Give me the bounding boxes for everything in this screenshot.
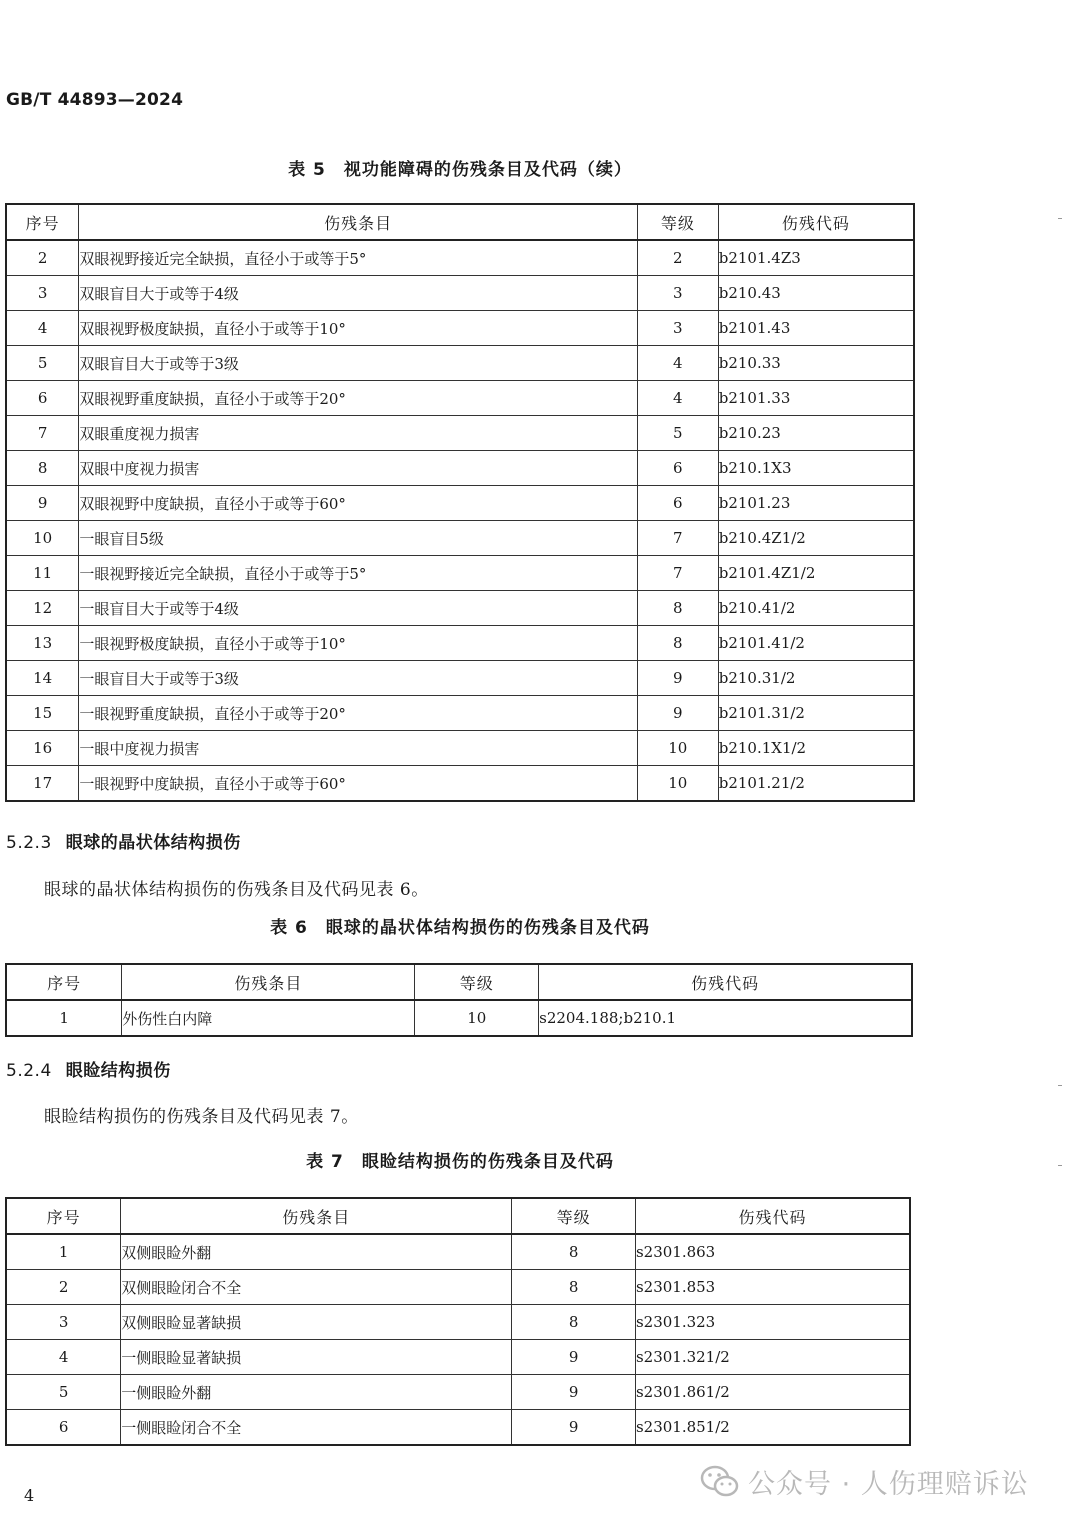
cell-index: 5 xyxy=(6,1375,121,1410)
cell-item: 双眼视野重度缺损，直径小于或等于20° xyxy=(79,381,638,416)
col-header-code: 伤残代码 xyxy=(635,1198,910,1234)
cell-code: s2301.323 xyxy=(635,1305,910,1340)
cell-index: 13 xyxy=(6,626,79,661)
cell-code: b2101.21/2 xyxy=(718,766,914,802)
table-row xyxy=(6,451,914,486)
table-row xyxy=(6,626,914,661)
cell-item: 双侧眼睑显著缺损 xyxy=(121,1305,512,1340)
scan-mark xyxy=(1058,1085,1062,1086)
cell-index: 3 xyxy=(6,1305,121,1340)
cell-grade: 4 xyxy=(637,346,718,381)
cell-index: 3 xyxy=(6,276,79,311)
cell-item: 一眼视野重度缺损，直径小于或等于20° xyxy=(79,696,638,731)
cell-item: 一眼视野极度缺损，直径小于或等于10° xyxy=(79,626,638,661)
cell-code: b210.4Z1/2 xyxy=(718,521,914,556)
cell-grade: 8 xyxy=(512,1305,636,1340)
col-header-item: 伤残条目 xyxy=(79,204,638,240)
cell-grade: 8 xyxy=(512,1270,636,1305)
table-row xyxy=(6,1000,912,1036)
cell-grade: 9 xyxy=(512,1375,636,1410)
cell-code: b2101.4Z1/2 xyxy=(718,556,914,591)
table-row xyxy=(6,1340,910,1375)
cell-grade: 10 xyxy=(637,731,718,766)
section-number: 5.2.3 xyxy=(6,833,52,853)
scan-mark xyxy=(1058,1165,1062,1166)
cell-item: 双眼视野极度缺损，直径小于或等于10° xyxy=(79,311,638,346)
section-text-5-2-3: 眼球的晶状体结构损伤的伤残条目及代码见表 6。 xyxy=(44,880,429,900)
cell-grade: 7 xyxy=(637,556,718,591)
cell-item: 一眼盲目大于或等于3级 xyxy=(79,661,638,696)
cell-item: 双侧眼睑闭合不全 xyxy=(121,1270,512,1305)
table-row xyxy=(6,661,914,696)
cell-index: 7 xyxy=(6,416,79,451)
cell-code: s2301.851/2 xyxy=(635,1410,910,1446)
cell-index: 14 xyxy=(6,661,79,696)
cell-grade: 5 xyxy=(637,416,718,451)
cell-grade: 9 xyxy=(637,696,718,731)
cell-item: 双眼视野接近完全缺损，直径小于或等于5° xyxy=(79,240,638,276)
cell-code: s2301.853 xyxy=(635,1270,910,1305)
scan-mark xyxy=(1058,218,1062,219)
table-row xyxy=(6,1410,910,1446)
cell-grade: 6 xyxy=(637,451,718,486)
table-row xyxy=(6,1270,910,1305)
table-header-row xyxy=(6,1198,910,1234)
section-number: 5.2.4 xyxy=(6,1061,52,1081)
col-header-code: 伤残代码 xyxy=(539,964,912,1000)
cell-index: 6 xyxy=(6,1410,121,1446)
cell-item: 一眼视野接近完全缺损，直径小于或等于5° xyxy=(79,556,638,591)
cell-index: 8 xyxy=(6,451,79,486)
cell-grade: 7 xyxy=(637,521,718,556)
cell-item: 一眼中度视力损害 xyxy=(79,731,638,766)
table-header-row xyxy=(6,204,914,240)
cell-code: b2101.31/2 xyxy=(718,696,914,731)
table-row xyxy=(6,1375,910,1410)
col-header-index: 序号 xyxy=(6,204,79,240)
cell-grade: 6 xyxy=(637,486,718,521)
cell-item: 一眼视野中度缺损，直径小于或等于60° xyxy=(79,766,638,802)
table-row xyxy=(6,276,914,311)
cell-index: 2 xyxy=(6,1270,121,1305)
watermark xyxy=(700,1462,1029,1501)
cell-index: 4 xyxy=(6,311,79,346)
cell-index: 1 xyxy=(6,1000,122,1036)
cell-code: b2101.41/2 xyxy=(718,626,914,661)
col-header-item: 伤残条目 xyxy=(121,1198,512,1234)
cell-code: s2301.861/2 xyxy=(635,1375,910,1410)
cell-item: 一侧眼睑显著缺损 xyxy=(121,1340,512,1375)
cell-code: b210.1X1/2 xyxy=(718,731,914,766)
table-row xyxy=(6,556,914,591)
cell-item: 双眼盲目大于或等于3级 xyxy=(79,346,638,381)
watermark-text: 公众号 · 人伤理赔诉讼 xyxy=(748,1469,1029,1500)
wechat-icon xyxy=(700,1465,740,1499)
col-header-grade: 等级 xyxy=(415,964,539,1000)
col-header-index: 序号 xyxy=(6,1198,121,1234)
table-row xyxy=(6,486,914,521)
cell-index: 15 xyxy=(6,696,79,731)
cell-item: 外伤性白内障 xyxy=(122,1000,415,1036)
cell-index: 1 xyxy=(6,1234,121,1270)
col-header-grade: 等级 xyxy=(512,1198,636,1234)
cell-item: 一侧眼睑外翻 xyxy=(121,1375,512,1410)
table-row xyxy=(6,521,914,556)
table-row xyxy=(6,731,914,766)
cell-code: b2101.23 xyxy=(718,486,914,521)
cell-grade: 8 xyxy=(512,1234,636,1270)
cell-index: 16 xyxy=(6,731,79,766)
cell-item: 一眼盲目5级 xyxy=(79,521,638,556)
page-number: 4 xyxy=(24,1486,35,1505)
table5 xyxy=(5,203,915,802)
table7 xyxy=(5,1197,911,1446)
cell-item: 一侧眼睑闭合不全 xyxy=(121,1410,512,1446)
col-header-item: 伤残条目 xyxy=(122,964,415,1000)
table-row xyxy=(6,1234,910,1270)
col-header-grade: 等级 xyxy=(637,204,718,240)
cell-code: s2301.863 xyxy=(635,1234,910,1270)
cell-grade: 9 xyxy=(637,661,718,696)
cell-index: 11 xyxy=(6,556,79,591)
cell-grade: 3 xyxy=(637,276,718,311)
cell-code: b210.23 xyxy=(718,416,914,451)
table-row xyxy=(6,1305,910,1340)
cell-grade: 9 xyxy=(512,1340,636,1375)
table-row xyxy=(6,416,914,451)
cell-index: 4 xyxy=(6,1340,121,1375)
cell-item: 双眼中度视力损害 xyxy=(79,451,638,486)
cell-index: 5 xyxy=(6,346,79,381)
cell-grade: 8 xyxy=(637,626,718,661)
table-row xyxy=(6,591,914,626)
cell-code: b210.41/2 xyxy=(718,591,914,626)
table-row xyxy=(6,381,914,416)
cell-index: 10 xyxy=(6,521,79,556)
table-row xyxy=(6,346,914,381)
cell-grade: 9 xyxy=(512,1410,636,1446)
cell-grade: 10 xyxy=(637,766,718,802)
table-row xyxy=(6,766,914,802)
cell-code: s2301.321/2 xyxy=(635,1340,910,1375)
cell-item: 双侧眼睑外翻 xyxy=(121,1234,512,1270)
cell-grade: 8 xyxy=(637,591,718,626)
cell-index: 12 xyxy=(6,591,79,626)
cell-item: 一眼盲目大于或等于4级 xyxy=(79,591,638,626)
cell-index: 9 xyxy=(6,486,79,521)
table-row xyxy=(6,311,914,346)
standard-code: GB/T 44893—2024 xyxy=(6,90,184,110)
cell-code: b2101.43 xyxy=(718,311,914,346)
cell-grade: 10 xyxy=(415,1000,539,1036)
table7-title: 表 7 眼睑结构损伤的伤残条目及代码 xyxy=(306,1152,614,1172)
cell-code: b210.43 xyxy=(718,276,914,311)
cell-code: b210.31/2 xyxy=(718,661,914,696)
cell-code: b210.33 xyxy=(718,346,914,381)
section-heading-5-2-4 xyxy=(6,1056,171,1081)
cell-index: 17 xyxy=(6,766,79,802)
cell-item: 双眼重度视力损害 xyxy=(79,416,638,451)
table-header-row xyxy=(6,964,912,1000)
cell-item: 双眼盲目大于或等于4级 xyxy=(79,276,638,311)
table-row xyxy=(6,240,914,276)
section-title: 眼睑结构损伤 xyxy=(65,1061,171,1081)
table-row xyxy=(6,696,914,731)
section-heading-5-2-3 xyxy=(6,828,241,853)
col-header-index: 序号 xyxy=(6,964,122,1000)
cell-code: s2204.188;b210.1 xyxy=(539,1000,912,1036)
cell-item: 双眼视野中度缺损，直径小于或等于60° xyxy=(79,486,638,521)
cell-code: b2101.4Z3 xyxy=(718,240,914,276)
col-header-code: 伤残代码 xyxy=(718,204,914,240)
section-title: 眼球的晶状体结构损伤 xyxy=(65,833,241,853)
table5-title: 表 5 视功能障碍的伤残条目及代码（续） xyxy=(288,160,632,180)
cell-index: 2 xyxy=(6,240,79,276)
cell-grade: 3 xyxy=(637,311,718,346)
cell-index: 6 xyxy=(6,381,79,416)
cell-code: b210.1X3 xyxy=(718,451,914,486)
table6-title: 表 6 眼球的晶状体结构损伤的伤残条目及代码 xyxy=(270,918,650,938)
table6 xyxy=(5,963,913,1037)
section-text-5-2-4: 眼睑结构损伤的伤残条目及代码见表 7。 xyxy=(44,1107,359,1127)
cell-grade: 2 xyxy=(637,240,718,276)
cell-grade: 4 xyxy=(637,381,718,416)
cell-code: b2101.33 xyxy=(718,381,914,416)
